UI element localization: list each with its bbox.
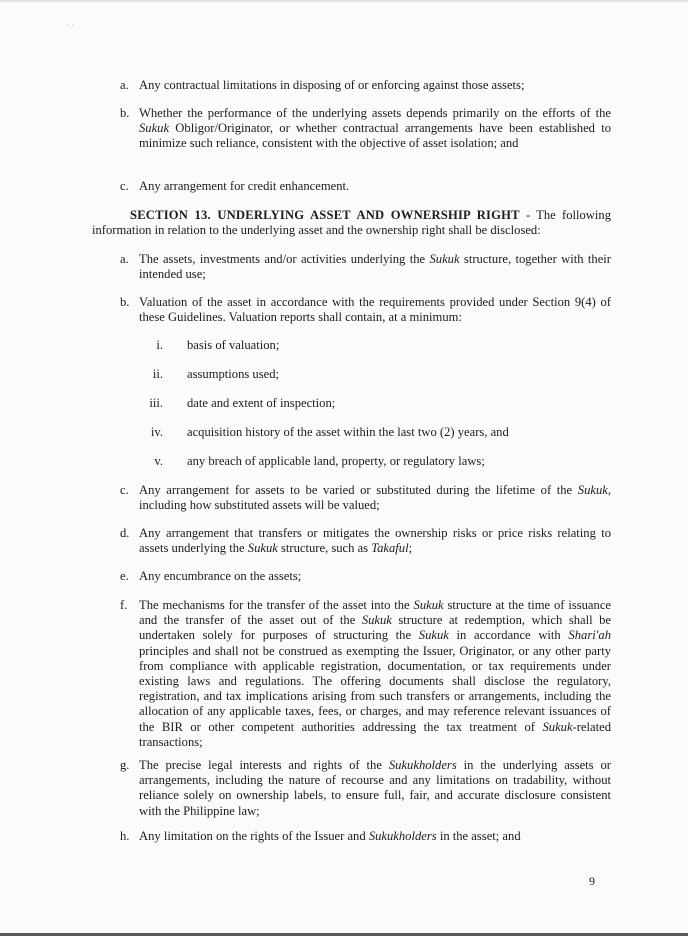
- s13-item-d-label: d.: [120, 526, 130, 540]
- s13-item-e-label: e.: [120, 569, 129, 583]
- scan-top-edge: [0, 0, 688, 2]
- s13-item-c-label: c.: [120, 483, 129, 497]
- intro-item-b-label: b.: [120, 106, 130, 120]
- s13-item-g-text: The precise legal interests and rights of the Sukukholders in the underlying assets or arrangements, including the nature of recourse and any limitations on tradability, without reliance solely on ownership labels, to ensure full, fair, and accurate disclosure consistent with the Philippine law;: [139, 758, 611, 818]
- page-number: 9: [589, 874, 595, 888]
- s13-item-h-text: Any limitation on the rights of the Issuer and Sukukholders in the asset; and: [139, 829, 521, 843]
- valuation-subitem-ii-label: ii.: [152, 367, 163, 381]
- valuation-subitem-v-label: v.: [154, 454, 163, 468]
- intro-item-b-text: Whether the performance of the underlying assets depends primarily on the efforts of the Sukuk Obligor/Originator, or whether contractual arrangements have been established to minimize such reliance, consistent with the objective of asset isolation; and: [139, 106, 611, 151]
- valuation-subitem-v-text: any breach of applicable land, property, or regulatory laws;: [187, 454, 485, 468]
- intro-item-a-label: a.: [120, 78, 129, 92]
- s13-item-f-label: f.: [120, 598, 128, 612]
- s13-item-f-text: The mechanisms for the transfer of the asset into the Sukuk structure at the time of issuance and the transfer of the asset out of the Sukuk structure at redemption, which shall be undertaken solely for purposes of structuring the Sukuk in accordance with Shari'ah principles and shall not be construed as exempting the Issuer, Originator, or any other party from compliance with applicable registration, documentation, or tax requirements under existing laws and regulations. The offering documents shall disclose the regulatory, registration, and tax implications arising from such transfers or arrangements, including the allocation of any applicable taxes, fees, or charges, and may reference relevant issuances of the BIR or other competent authorities addressing the tax treatment of Sukuk-related transactions;: [139, 598, 611, 749]
- section-13-intro: - The following information in relation to the underlying asset and the ownership right shall be disclosed:: [92, 208, 611, 238]
- scan-mark: ·.·: [66, 20, 75, 30]
- s13-item-a-text: The assets, investments and/or activities underlying the Sukuk structure, together with their intended use;: [139, 252, 611, 282]
- section-13-paragraph: [92, 208, 611, 238]
- s13-item-c-text: Any arrangement for assets to be varied or substituted during the lifetime of the Sukuk, including how substituted assets will be valued;: [139, 483, 611, 513]
- valuation-subitem-ii-text: assumptions used;: [187, 367, 280, 381]
- valuation-subitem-i-label: i.: [156, 338, 163, 352]
- s13-item-b-label: b.: [120, 295, 130, 309]
- intro-item-c-text: Any arrangement for credit enhancement.: [139, 179, 350, 193]
- intro-item-c-label: c.: [120, 179, 129, 193]
- valuation-subitem-i-text: basis of valuation;: [187, 338, 280, 352]
- valuation-subitem-iv-text: acquisition history of the asset within the last two (2) years, and: [187, 425, 509, 439]
- section-13-heading: SECTION 13. UNDERLYING ASSET AND OWNERSHIP RIGHT: [130, 208, 520, 222]
- s13-item-b-text: Valuation of the asset in accordance with the requirements provided under Section 9(4) of these Guidelines. Valuation reports shall contain, at a minimum:: [139, 295, 611, 325]
- valuation-subitem-iv-label: iv.: [150, 425, 163, 439]
- s13-item-h-label: h.: [120, 829, 130, 843]
- valuation-subitem-iii-text: date and extent of inspection;: [187, 396, 336, 410]
- s13-item-e-text: Any encumbrance on the assets;: [139, 569, 302, 583]
- s13-item-g-label: g.: [120, 758, 130, 772]
- valuation-subitem-iii-label: iii.: [149, 396, 163, 410]
- intro-item-a-text: Any contractual limitations in disposing of or enforcing against those assets;: [139, 78, 525, 92]
- s13-item-a-label: a.: [120, 252, 129, 266]
- s13-item-d-text: Any arrangement that transfers or mitigates the ownership risks or price risks relating to assets underlying the Sukuk structure, such as Takaful;: [139, 526, 611, 556]
